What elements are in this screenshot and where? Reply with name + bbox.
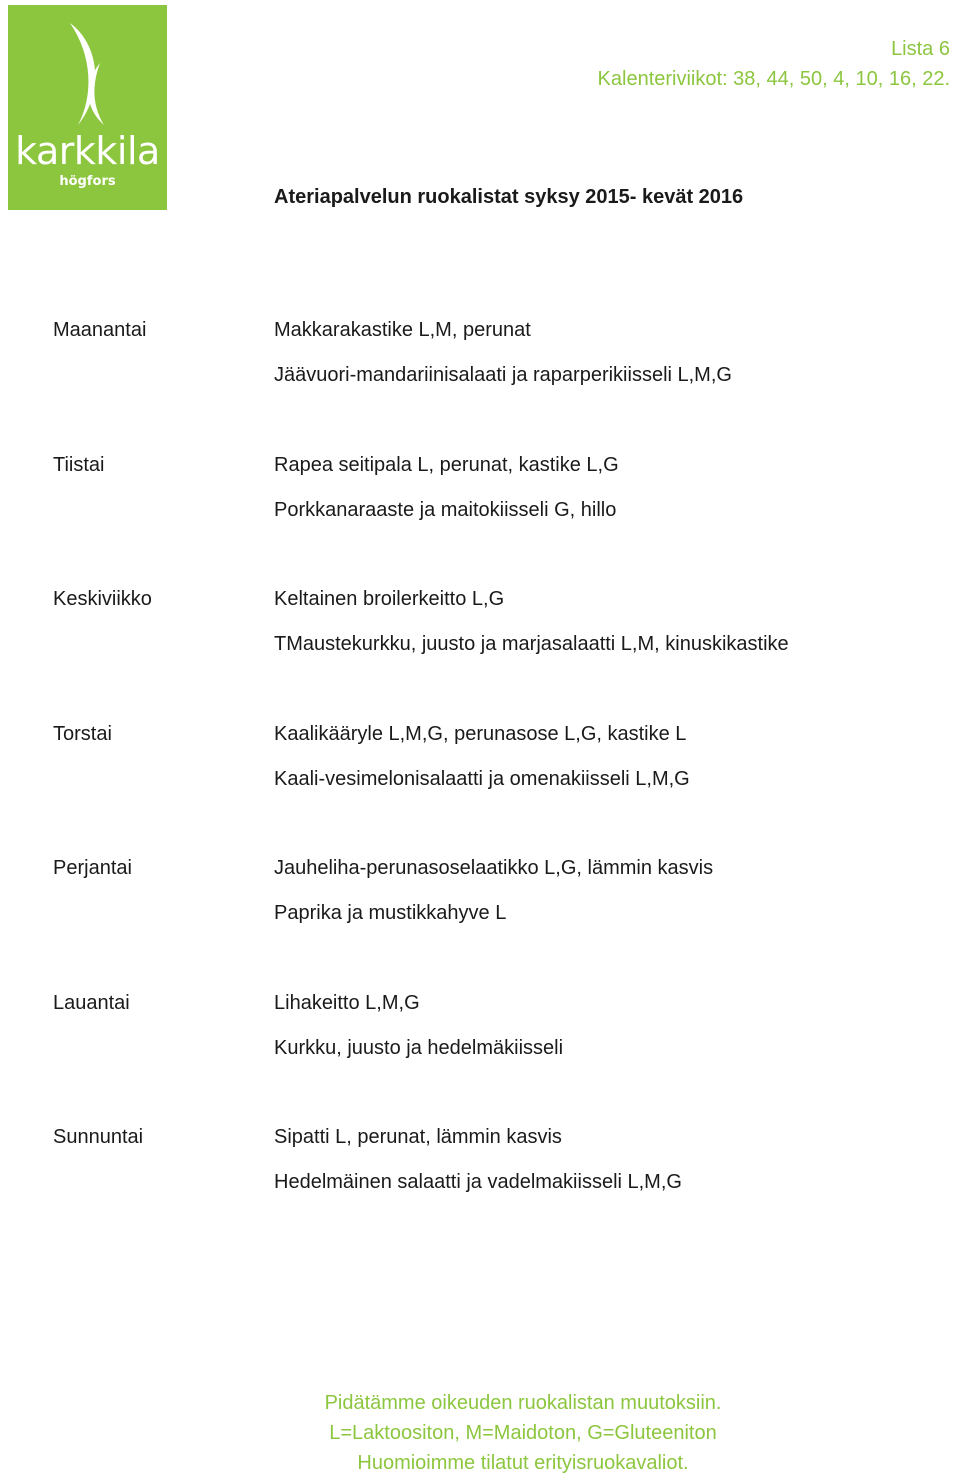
karkkila-logo	[8, 5, 167, 210]
main-course: Jauheliha-perunasoselaatikko L,G, lämmin kasvis	[274, 857, 714, 879]
page-title: Ateriapalvelun ruokalistat syksy 2015- kevät 2016	[274, 186, 744, 208]
day-name: Lauantai	[53, 992, 130, 1014]
day-row-wednesday	[0, 585, 960, 685]
main-course: Rapea seitipala L, perunat, kastike L,G	[274, 454, 619, 476]
list-number: Lista 6	[891, 38, 950, 60]
side-course: Kurkku, juusto ja hedelmäkiisseli	[274, 1037, 564, 1059]
day-row-saturday	[0, 989, 960, 1089]
logo-subtitle: högfors	[59, 174, 116, 189]
day-name: Perjantai	[53, 857, 132, 879]
side-course: Hedelmäinen salaatti ja vadelmakiisseli L,M,G	[274, 1171, 682, 1193]
side-course: Paprika ja mustikkahyve L	[274, 902, 507, 924]
logo-wordmark: karkkila	[15, 129, 160, 173]
day-row-thursday	[0, 720, 960, 820]
main-course: Kaalikääryle L,M,G, perunasose L,G, kastike L	[274, 723, 687, 745]
day-name: Keskiviikko	[53, 588, 152, 610]
day-name: Sunnuntai	[53, 1126, 144, 1148]
calendar-weeks: Kalenteriviikot: 38, 44, 50, 4, 10, 16, 22.	[597, 68, 950, 90]
footer-disclaimer: Pidätämme oikeuden ruokalistan muutoksiin.	[324, 1392, 722, 1414]
footer-notes	[0, 1388, 960, 1478]
side-course: Kaali-vesimelonisalaatti ja omenakiisseli L,M,G	[274, 768, 690, 790]
day-name: Tiistai	[53, 454, 105, 476]
main-course: Sipatti L, perunat, lämmin kasvis	[274, 1126, 562, 1148]
main-course: Makkarakastike L,M, perunat	[274, 319, 531, 341]
list-info	[598, 34, 950, 94]
footer-diet-note: Huomioimme tilatut erityisruokavaliot.	[357, 1452, 689, 1474]
main-course: Lihakeitto L,M,G	[274, 992, 420, 1014]
day-name: Torstai	[53, 723, 112, 745]
side-course: TMaustekurkku, juusto ja marjasalaatti L,M, kinuskikastike	[274, 633, 789, 655]
side-course: Porkkanaraaste ja maitokiisseli G, hillo	[274, 499, 617, 521]
footer-legend: L=Laktoositon, M=Maidoton, G=Gluteeniton	[329, 1422, 717, 1444]
day-row-sunday	[0, 1123, 960, 1223]
main-course: Keltainen broilerkeitto L,G	[274, 588, 505, 610]
day-row-monday	[0, 316, 960, 416]
day-name: Maanantai	[53, 319, 147, 341]
day-row-tuesday	[0, 451, 960, 551]
side-course: Jäävuori-mandariinisalaati ja raparperikiisseli L,M,G	[274, 364, 732, 386]
day-row-friday	[0, 854, 960, 954]
